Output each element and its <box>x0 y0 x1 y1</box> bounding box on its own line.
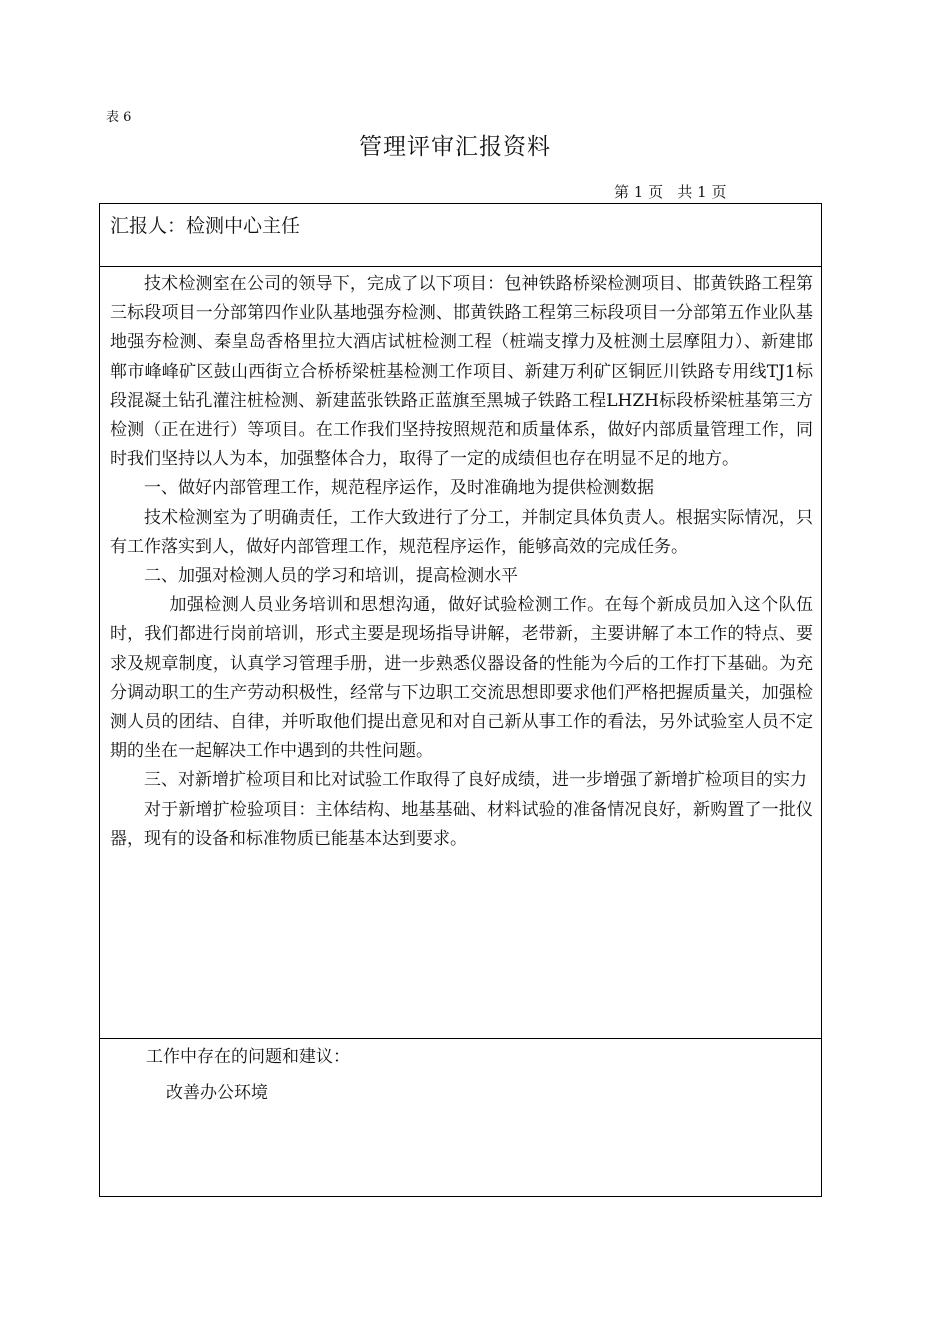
section-3-heading: 三、对新增扩检项目和比对试验工作取得了良好成绩，进一步增强了新增扩检项目的实力 <box>144 770 807 791</box>
section-1-heading: 一、做好内部管理工作，规范程序运作，及时准确地为提供检测数据 <box>144 478 654 499</box>
section-1-paragraph: 技术检测室为了明确责任，工作大致进行了分工，并制定具体负责人。根据实际情况，只有工作落实到人，做好内部管理工作，规范程序运作，能够高效的完成任务。 <box>110 507 813 557</box>
issues-heading: 工作中存在的问题和建议： <box>146 1047 350 1067</box>
section-2-paragraph: 加强检测人员业务培训和思想沟通，做好试验检测工作。在每个新成员加入这个队伍时，我们都进行岗前培训，形式主要是现场指导讲解，老带新，主要讲解了本工作的特点、要求及规章制度，认真学习管理手册，进一步熟悉仪器设备的性能为今后的工作打下基础。为充分调动职工的生产劳动积极性，经常与下边职工交流思想即要求他们严格把握质量关，加强检测人员的团结、自律，并听取他们提出意见和对自己新从事工作的看法，另外试验室人员不定期的坐在一起解决工作中遇到的共性问题。 <box>110 595 813 762</box>
document-title: 管理评审汇报资料 <box>359 134 551 160</box>
section-2-heading: 二、加强对检测人员的学习和培训，提高检测水平 <box>144 566 518 587</box>
issues-row <box>100 1039 821 1196</box>
intro-paragraph: 技术检测室在公司的领导下，完成了以下项目：包神铁路桥梁检测项目、邯黄铁路工程第三标段项目一分部第四作业队基地强夯检测、邯黄铁路工程第三标段项目一分部第五作业队基地强夯检测、秦皇岛香格里拉大酒店试桩检测工程（桩端支撑力及桩测土层摩阻力）、新建邯郸市峰峰矿区鼓山西街立合桥桥梁桩基检测工作项目、新建万利矿区铜匠川铁路专用线TJ1标段混凝土钻孔灌注桩检测、新建蓝张铁路正蓝旗至黑城子铁路工程LHZH标段桥梁桩基第三方检测（正在进行）等项目。在工作我们坚持按照规范和质量体系，做好内部质量管理工作，同时我们坚持以人为本，加强整体合力，取得了一定的成绩但也存在明显不足的地方。 <box>110 274 813 470</box>
report-body <box>110 270 813 854</box>
reporter-row <box>100 204 821 267</box>
report-body-row <box>100 266 821 1039</box>
issues-item: 改善办公环境 <box>166 1083 268 1103</box>
reporter-label: 汇报人：检测中心主任 <box>110 215 301 237</box>
page-number: 第 1 页 共 1 页 <box>614 183 727 201</box>
table-label: 表 6 <box>106 110 132 125</box>
report-table <box>99 203 822 1197</box>
section-3-paragraph: 对于新增扩检验项目：主体结构、地基基础、材料试验的准备情况良好，新购置了一批仪器，现有的设备和标准物质已能基本达到要求。 <box>110 799 813 849</box>
